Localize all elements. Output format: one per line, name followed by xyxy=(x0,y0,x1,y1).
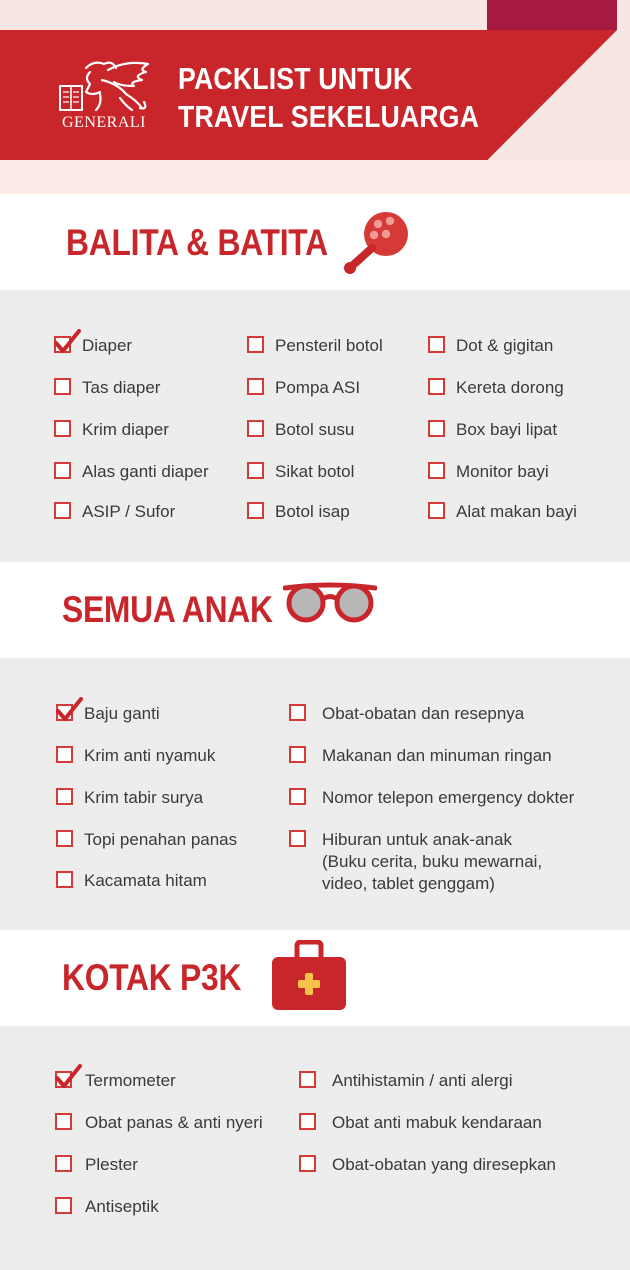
checkbox[interactable] xyxy=(54,336,71,353)
item-label: Antiseptik xyxy=(85,1197,159,1216)
first-aid-kit-icon xyxy=(270,940,348,1012)
section-body-p3k xyxy=(0,1026,630,1270)
checklist-item-baju-ganti[interactable] xyxy=(56,703,160,725)
sunglasses-icon xyxy=(283,582,377,624)
rattle-icon xyxy=(340,208,412,278)
checklist-item[interactable] xyxy=(247,335,383,357)
checkbox[interactable] xyxy=(56,704,73,721)
checklist-item[interactable] xyxy=(55,1112,263,1134)
checkbox[interactable] xyxy=(289,704,306,721)
item-label: Termometer xyxy=(85,1071,176,1090)
item-label: Box bayi lipat xyxy=(456,420,558,439)
checklist-item[interactable] xyxy=(428,461,549,483)
item-note-line-1: (Buku cerita, buku mewarnai, xyxy=(322,852,543,871)
checklist-item[interactable] xyxy=(289,703,524,725)
checklist-item[interactable] xyxy=(299,1112,542,1134)
item-label: Botol isap xyxy=(275,502,350,521)
header-bottom-strip xyxy=(0,160,630,194)
checklist-item[interactable] xyxy=(54,501,175,523)
item-label: Antihistamin / anti alergi xyxy=(332,1071,513,1090)
item-label: Topi penahan panas xyxy=(84,830,238,849)
checkbox[interactable] xyxy=(54,502,71,519)
checkbox[interactable] xyxy=(299,1113,316,1130)
checkbox[interactable] xyxy=(428,420,445,437)
checklist-item[interactable] xyxy=(56,870,207,892)
item-label: Nomor telepon emergency dokter xyxy=(322,788,575,807)
item-label: ASIP / Sufor xyxy=(82,502,176,521)
item-label: Obat panas & anti nyeri xyxy=(85,1113,263,1132)
checklist-item[interactable] xyxy=(299,1154,556,1176)
checklist-item[interactable] xyxy=(54,377,160,399)
checklist-item[interactable] xyxy=(54,461,209,483)
checkbox[interactable] xyxy=(56,788,73,805)
item-label-main: Hiburan untuk anak-anak xyxy=(322,830,512,849)
item-label: Obat-obatan dan resepnya xyxy=(322,704,525,723)
item-label: Krim tabir surya xyxy=(84,788,204,807)
item-note-line-2: video, tablet genggam) xyxy=(322,874,495,893)
checklist-item[interactable] xyxy=(289,829,542,895)
checklist-item[interactable] xyxy=(289,745,552,767)
checklist-item[interactable] xyxy=(247,501,350,523)
checkmark-icon xyxy=(52,329,82,355)
checkbox[interactable] xyxy=(54,462,71,479)
checkbox[interactable] xyxy=(289,830,306,847)
checkbox[interactable] xyxy=(289,746,306,763)
checkbox[interactable] xyxy=(247,462,264,479)
checkbox[interactable] xyxy=(56,746,73,763)
checkbox[interactable] xyxy=(56,871,73,888)
checklist-item[interactable] xyxy=(247,377,360,399)
checkmark-icon xyxy=(54,697,84,723)
checklist-item[interactable] xyxy=(247,419,354,441)
item-label: Krim anti nyamuk xyxy=(84,746,216,765)
checkbox[interactable] xyxy=(299,1155,316,1172)
header-accent-block xyxy=(487,0,617,30)
checkbox[interactable] xyxy=(55,1113,72,1130)
checkmark-icon xyxy=(53,1064,83,1090)
checkbox[interactable] xyxy=(428,378,445,395)
item-label: Obat anti mabuk kendaraan xyxy=(332,1113,542,1132)
item-label: Obat-obatan yang diresepkan xyxy=(332,1155,556,1174)
checklist-item-diaper[interactable] xyxy=(54,335,132,357)
checkbox[interactable] xyxy=(247,378,264,395)
checklist-item[interactable] xyxy=(299,1070,512,1092)
item-label: Baju ganti xyxy=(84,704,160,723)
item-label: Krim diaper xyxy=(82,420,169,439)
item-label: Alat makan bayi xyxy=(456,502,577,521)
checkbox[interactable] xyxy=(54,420,71,437)
checkbox[interactable] xyxy=(299,1071,316,1088)
checkbox[interactable] xyxy=(54,378,71,395)
checklist-item[interactable] xyxy=(54,419,169,441)
item-label: Diaper xyxy=(82,336,133,355)
item-label: Pompa ASI xyxy=(275,378,361,397)
checklist-item[interactable] xyxy=(55,1196,159,1218)
checkbox[interactable] xyxy=(56,830,73,847)
checkbox[interactable] xyxy=(55,1071,72,1088)
brand-wordmark: GENERALI xyxy=(62,114,146,131)
checkbox[interactable] xyxy=(247,502,264,519)
checkbox[interactable] xyxy=(55,1155,72,1172)
checklist-item[interactable] xyxy=(428,501,577,523)
checkbox[interactable] xyxy=(55,1197,72,1214)
checklist-item[interactable] xyxy=(55,1154,138,1176)
checklist-item[interactable] xyxy=(56,745,215,767)
title-line-2: TRAVEL SEKELUARGA xyxy=(178,99,480,134)
item-label: Dot & gigitan xyxy=(456,336,554,355)
checkbox[interactable] xyxy=(247,336,264,353)
checklist-item[interactable] xyxy=(428,377,564,399)
item-label: Kereta dorong xyxy=(456,378,564,397)
title-line-1: PACKLIST UNTUK xyxy=(178,61,413,96)
item-label xyxy=(322,829,542,895)
item-label: Pensteril botol xyxy=(275,336,383,355)
item-label: Plester xyxy=(85,1155,138,1174)
item-label: Monitor bayi xyxy=(456,462,549,481)
item-label: Tas diaper xyxy=(82,378,161,397)
page-title xyxy=(178,60,479,136)
checklist-item[interactable] xyxy=(428,419,557,441)
checkbox[interactable] xyxy=(428,462,445,479)
item-label: Alas ganti diaper xyxy=(82,462,209,481)
checklist-item[interactable] xyxy=(428,335,553,357)
checklist-item[interactable] xyxy=(56,829,237,851)
checklist-item-termometer[interactable] xyxy=(55,1070,176,1092)
checklist-item[interactable] xyxy=(247,461,354,483)
checkbox[interactable] xyxy=(289,788,306,805)
checkbox[interactable] xyxy=(428,336,445,353)
item-label: Makanan dan minuman ringan xyxy=(322,746,552,765)
section-title-anak: SEMUA ANAK xyxy=(62,589,273,630)
item-label: Botol susu xyxy=(275,420,355,439)
checklist-item[interactable] xyxy=(56,787,203,809)
item-label: Sikat botol xyxy=(275,462,355,481)
section-title-p3k: KOTAK P3K xyxy=(62,957,242,998)
checklist-item[interactable] xyxy=(289,787,574,809)
item-label: Kacamata hitam xyxy=(84,871,207,890)
section-title-balita: BALITA & BATITA xyxy=(66,222,328,263)
checkbox[interactable] xyxy=(247,420,264,437)
checkbox[interactable] xyxy=(428,502,445,519)
